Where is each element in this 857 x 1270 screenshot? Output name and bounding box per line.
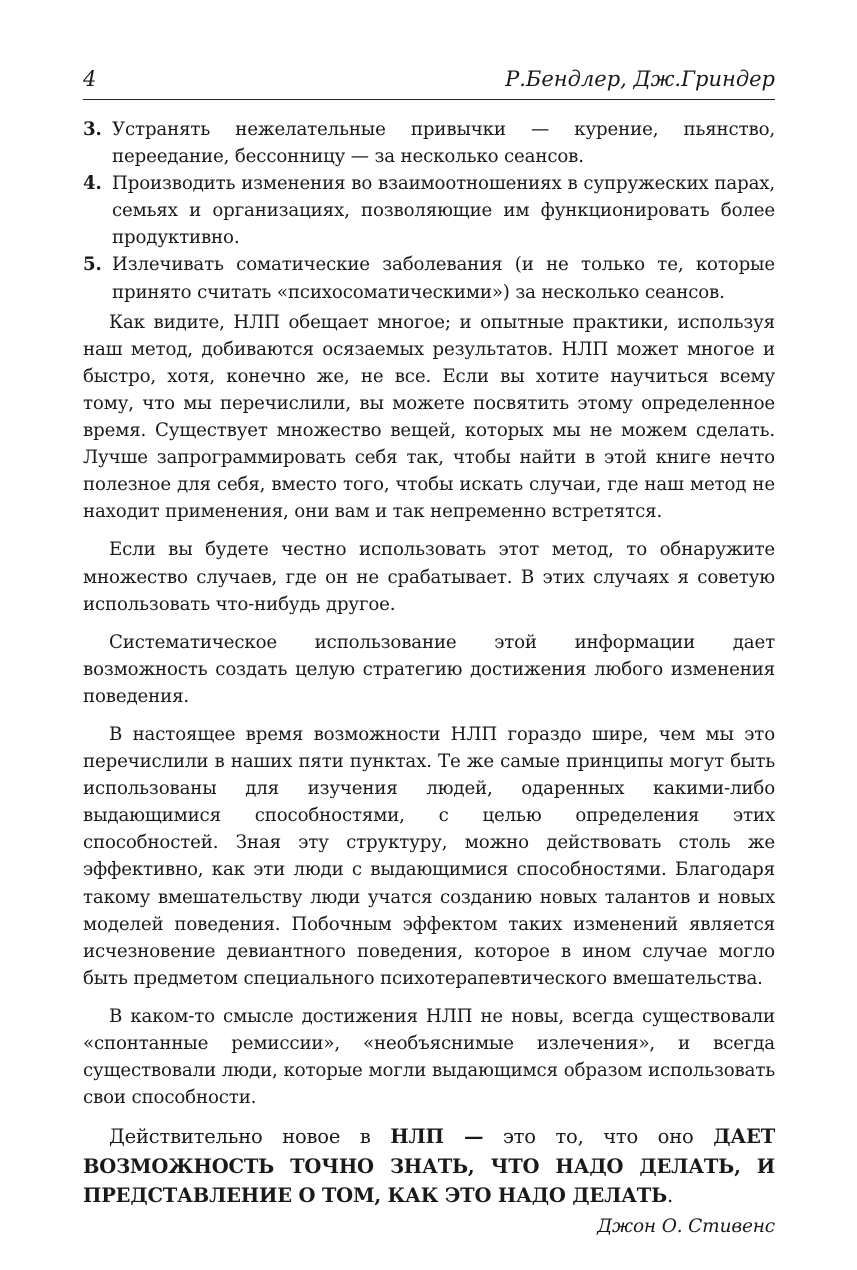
closing-statement [83, 1122, 775, 1211]
closing-middle: это то, что оно [483, 1125, 714, 1149]
running-header [83, 62, 775, 100]
closing-end: . [667, 1184, 674, 1208]
list-item-text: Устранять нежелательные привычки — курение, пьянство, переедание, бессонницу — за несколько сеансов. [112, 119, 775, 168]
closing-bold-nlp: НЛП — [390, 1125, 484, 1149]
paragraph: В настоящее время возможности НЛП гораздо шире, чем мы это перечислили в наших пяти пунктах. Те же самые принципы могут быть использованы для изучения людей, одаренных какими-либо выдающимися способностями, с целью определения этих способностей. Зная эту структуру, можно действовать столь же эффективно, как эти люди с выдающимися способностями. Благодаря такому вмешательству люди учатся созданию новых талантов и новых моделей поведения. Побочным эффектом таких изменений является исчезновение девиантного поведения, которое в ином случае могло быть предметом специального психотерапевтического вмешательства. [83, 723, 775, 989]
paragraph: Как видите, НЛП обещает многое; и опытные практики, используя наш метод, добиваются осязаемых результатов. НЛП может многое и быстро, хотя, конечно же, не все. Если вы хотите научиться всему тому, что мы перечислили, вы можете посвятить этому определенное время. Существует множество вещей, которых мы не можем сделать. Лучше запрограммировать себя так, чтобы найти в этой книге нечто полезное для себя, вместо того, чтобы искать случаи, где наш метод не находит применения, они вам и так непременно встретятся. [83, 311, 775, 523]
list-item [83, 251, 775, 305]
list-item-number: 3. [83, 119, 102, 140]
list-item [83, 170, 775, 251]
paragraph: Если вы будете честно использовать этот метод, то обнаружите множество случаев, где он не срабатывает. В этих случаях я советую использовать что-нибудь другое. [83, 539, 775, 615]
list-item-text: Излечивать соматические заболевания (и не только те, которые принято считать «психосоматическими») за несколько сеансов. [112, 254, 775, 303]
page-number: 4 [83, 67, 97, 91]
page-text [83, 116, 775, 1241]
closing-lead: Действительно новое в [109, 1125, 391, 1149]
paragraph: В каком-то смысле достижения НЛП не новы, всегда существовали «спонтанные ремиссии», «необъяснимые излечения», и всегда существовали люди, которые могли выдающимся образом использовать свои способности. [83, 1005, 775, 1109]
list-item [83, 116, 775, 170]
list-item-number: 5. [83, 254, 102, 276]
list-item-text: Производить изменения во взаимоотношениях в супружеских парах, семьях и организациях, позволяющие им функционировать более продуктивно. [112, 173, 775, 249]
list-item-number: 4. [83, 173, 102, 195]
closing-bold-statement: ДАЕТ ВОЗМОЖНОСТЬ ТОЧНО ЗНАТЬ, ЧТО НАДО ДЕЛАТЬ, И ПРЕДСТАВЛЕНИЕ О ТОМ, КАК ЭТО НАДО ДЕЛАТЬ [83, 1125, 776, 1208]
running-head-authors: Р.Бендлер, Дж.Гриндер [505, 67, 775, 91]
book-page [83, 62, 775, 1241]
quote-signature: Джон О. Стивенс [597, 1215, 775, 1237]
paragraph: Систематическое использование этой информации дает возможность создать целую стратегию достижения любого изменения поведения. [83, 631, 775, 707]
